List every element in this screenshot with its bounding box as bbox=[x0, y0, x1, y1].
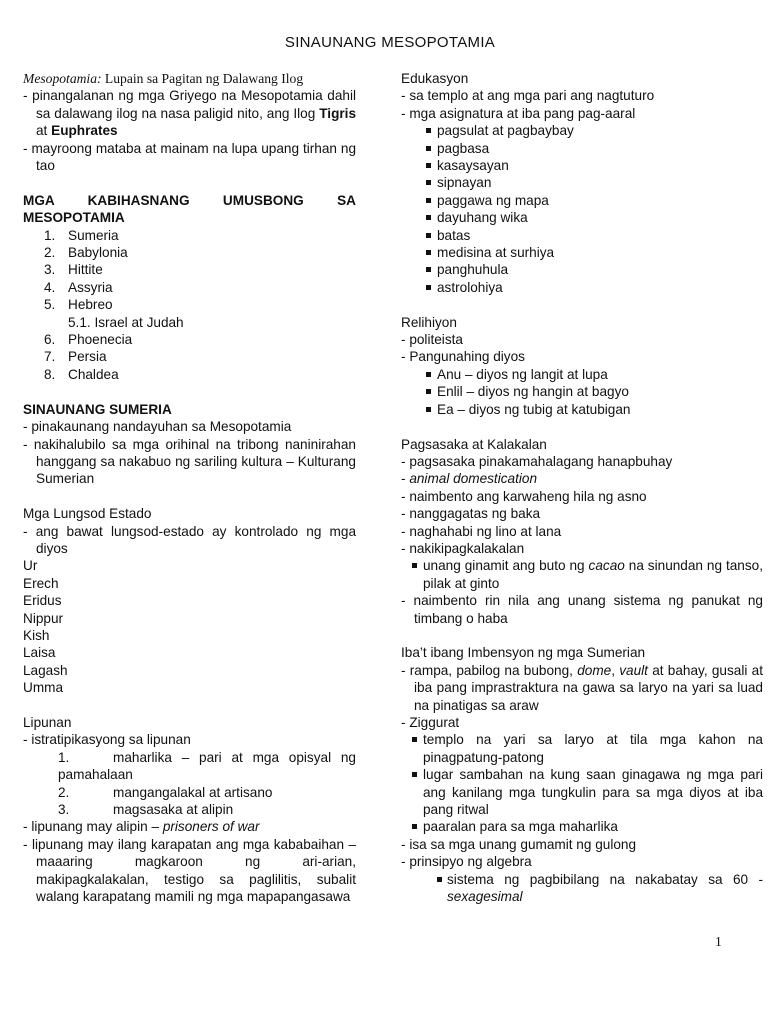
list-item: Enlil – diyos ng hangin at bagyo bbox=[401, 383, 763, 400]
list-item: 5.1. Israel at Judah bbox=[68, 314, 184, 330]
list-item: - prinsipyo ng algebra bbox=[401, 854, 532, 870]
list-item: 1. maharlika – pari at mga opisyal ng pamahalaan bbox=[58, 749, 356, 783]
list-item: - naimbento rin nila ang unang sistema ng panukat ng timbang o haba bbox=[401, 593, 763, 626]
civ-list bbox=[23, 227, 356, 384]
list-item: - istratipikasyong sa lipunan bbox=[23, 732, 191, 748]
list-item: sipnayan bbox=[401, 174, 763, 191]
list-item: Erech bbox=[23, 575, 59, 591]
rel-heading: Relihiyon bbox=[401, 314, 457, 330]
tigris: Tigris bbox=[319, 105, 356, 121]
city-heading: Mga Lungsod Estado bbox=[23, 506, 152, 522]
list-item: - Ziggurat bbox=[401, 714, 460, 730]
list-item: - isa sa mga unang gumamit ng gulong bbox=[401, 836, 637, 852]
list-item: - pinakaunang nandayuhan sa Mesopotamia bbox=[23, 419, 292, 435]
list-item: astrolohiya bbox=[401, 279, 763, 296]
list-item: 2. mangangalakal at artisano bbox=[58, 784, 273, 800]
left-column bbox=[23, 70, 356, 905]
euphrates: Euphrates bbox=[51, 123, 118, 139]
list-item: 2. Babylonia bbox=[44, 245, 128, 261]
list-item: kasaysayan bbox=[401, 157, 763, 174]
edu-heading: Edukasyon bbox=[401, 71, 469, 86]
list-item: - nakihalubilo sa mga orihinal na tribong naninirahan hanggang sa nakabuo ng sariling kultura – Kulturang Sumerian bbox=[23, 436, 356, 487]
list-item: unang ginamit ang buto ng cacao na sinundan ng tanso, pilak at ginto bbox=[401, 557, 763, 592]
intro-term: Mesopotamia: bbox=[23, 71, 102, 86]
list-item: paaralan para sa mga maharlika bbox=[401, 818, 763, 835]
page-number: 1 bbox=[715, 934, 722, 949]
city-list bbox=[23, 557, 356, 696]
list-item: sistema ng pagbibilang na nakabatay sa 60 - sexagesimal bbox=[401, 871, 763, 906]
list-item: - ang bawat lungsod-estado ay kontrolado ng mga diyos bbox=[23, 523, 356, 556]
list-item: Ea – diyos ng tubig at katubigan bbox=[401, 401, 763, 418]
list-item: - lipunang may alipin – prisoners of war bbox=[23, 819, 260, 835]
list-item: - naghahabi ng lino at lana bbox=[401, 523, 562, 539]
civ-heading: MESOPOTAMIA bbox=[23, 210, 125, 226]
list-item: pagsulat at pagbaybay bbox=[401, 122, 763, 139]
list-item: - pagsasaka pinakamahalagang hanapbuhay bbox=[401, 453, 673, 469]
list-item: templo na yari sa laryo at tila mga kahon na pinagpatung-patong bbox=[401, 731, 763, 766]
gods-list bbox=[401, 366, 763, 418]
page-title: SINAUNANG MESOPOTAMIA bbox=[284, 34, 496, 51]
list-item: 1. Sumeria bbox=[44, 227, 119, 243]
sumeria-heading: SINAUNANG SUMERIA bbox=[23, 401, 172, 417]
agri-heading: Pagsasaka at Kalakalan bbox=[401, 436, 547, 452]
list-item: - nakikipagkalakalan bbox=[401, 540, 525, 556]
intro-rest: Lupain sa Pagitan ng Dalawang Ilog bbox=[101, 71, 304, 86]
list-item: 8. Chaldea bbox=[44, 366, 119, 382]
list-item: 3. magsasaka at alipin bbox=[58, 802, 234, 817]
list-item: Nippur bbox=[23, 610, 64, 626]
list-item: paggawa ng mapa bbox=[401, 192, 763, 209]
list-item: - rampa, pabilog na bubong, dome, vault at bahay, gusali at iba pang imprastraktura na gawa sa laryo na yari sa luad na pinatigas sa araw bbox=[401, 662, 763, 713]
intro-bullet: - mayroong mataba at mainam na lupa upang tirhan ng tao bbox=[23, 140, 356, 174]
intro-and: at bbox=[36, 123, 52, 139]
list-item: Laisa bbox=[23, 645, 56, 661]
list-item: lugar sambahan na kung saan ginagawa ng mga pari ang kanilang mga tungkulin para sa mga diyos at iba pang ritwal bbox=[401, 766, 763, 818]
list-item: - politeista bbox=[401, 332, 463, 348]
list-item: 4. Assyria bbox=[44, 279, 113, 295]
right-column bbox=[401, 70, 763, 905]
intro-line bbox=[23, 70, 356, 87]
inv-heading: Iba’t ibang Imbensyon ng mga Sumerian bbox=[401, 645, 646, 661]
list-item: 6. Phoenecia bbox=[44, 332, 133, 348]
list-item: - nanggagatas ng baka bbox=[401, 506, 541, 522]
list-item: - Pangunahing diyos bbox=[401, 349, 525, 365]
list-item: medisina at surhiya bbox=[401, 244, 763, 261]
list-item: 3. Hittite bbox=[44, 262, 103, 278]
list-item: - animal domestication bbox=[401, 471, 538, 487]
list-item: Ur bbox=[23, 558, 38, 574]
list-item: - naimbento ang karwaheng hila ng asno bbox=[401, 488, 647, 504]
list-item: panghuhula bbox=[401, 261, 763, 278]
intro-bullet: - pinangalanan ng mga Griyego na Mesopotamia dahil sa dalawang ilog na nasa paligid nito, ang Ilog Tigris at Euphrates bbox=[23, 88, 356, 139]
list-item: 7. Persia bbox=[44, 349, 107, 365]
intro-bullet-text: mayroong mataba at mainam na lupa upang tirhan ng tao bbox=[31, 140, 356, 174]
subject-list bbox=[401, 122, 763, 296]
list-item: Anu – diyos ng langit at lupa bbox=[401, 366, 763, 383]
list-item: 5. Hebreo bbox=[44, 297, 113, 313]
list-item: Umma bbox=[23, 680, 64, 696]
list-item: dayuhang wika bbox=[401, 209, 763, 226]
list-item: Kish bbox=[23, 627, 50, 643]
intro-bullet-text: pinangalanan ng mga Griyego na Mesopotamia dahil sa dalawang ilog na nasa paligid nito, ang Ilog bbox=[32, 88, 356, 121]
list-item: batas bbox=[401, 227, 763, 244]
list-item: - sa templo at ang mga pari ang nagtuturo bbox=[401, 88, 655, 104]
pow-term: prisoners of war bbox=[162, 819, 260, 835]
list-item: pagbasa bbox=[401, 140, 763, 157]
list-item: - mga asignatura at iba pang pag-aaral bbox=[401, 105, 636, 121]
list-item: Eridus bbox=[23, 593, 62, 609]
list-item: Lagash bbox=[23, 662, 68, 678]
lipunan-heading: Lipunan bbox=[23, 714, 72, 730]
civ-heading: MGA KABIHASNANG UMUSBONG SA bbox=[23, 192, 356, 208]
list-item: - lipunang may ilang karapatan ang mga kababaihan – maaaring magkaroon ng ari-arian, makipagkalakalan, testigo sa paglilitis, subalit walang karapatang mamili ng mga mapapangasawa bbox=[23, 836, 356, 905]
